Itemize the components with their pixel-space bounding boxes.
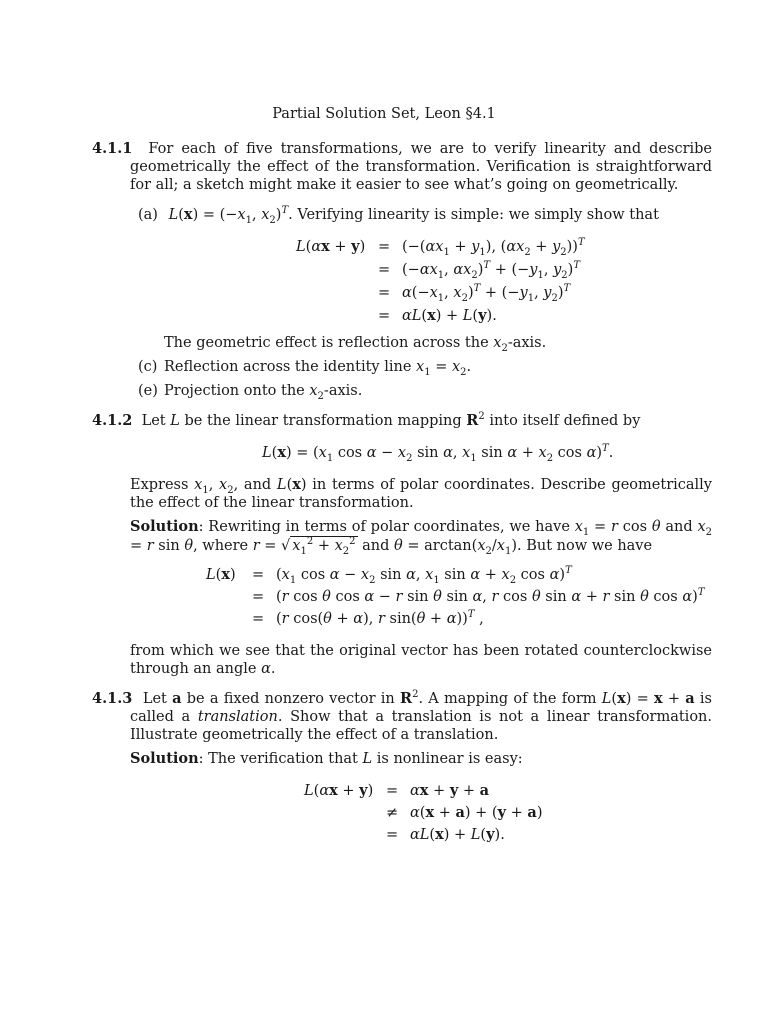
definition-equation: $L(x) = (x_1$ $\cos \alpha - x_2$ sin α, $x_1$ $\sin \alpha + x_2$ cos α)$^T$.: [262, 443, 614, 464]
geometric-effect-a: The geometric effect is reflection across the $x_2$-axis.: [164, 335, 547, 354]
solution-label: Solution: [130, 750, 199, 767]
problem-number: 4.1.3: [92, 690, 133, 707]
problem-number: 4.1.1: [92, 140, 133, 157]
problem-4-1-3-intro: 4.1.3 Let a be a fixed nonzero vector in $R^2$. A mapping of the form L(x) = x + a is called a translation. Show that a translation is not a linear transformation. Illustrate geometrically the effect of a translation.: [92, 689, 712, 743]
part-label: (c): [138, 359, 158, 375]
problem-4-1-2-task: Express $x_1$, $x_2$, and L(x) in terms of polar coordinates. Describe geometrically the effect of the linear transformation.: [130, 476, 712, 511]
solution-4-1-3: Solution: The verification that L is nonlinear is easy:: [130, 750, 523, 767]
part-a: (a) $L(x) = (-x_1$, $x_2)^T$. Verifying linearity is simple: we simply show that: [138, 205, 659, 226]
conclusion-4-1-2: from which we see that the original vector has been rotated counterclockwise through an angle α.: [130, 643, 712, 677]
solution-4-1-2: Solution: Rewriting in terms of polar coordinates, we have $x_1 = r$ cos θ and $x_2 = r$ sin θ, where r = √ $x_1^2 + x_2^2$ and $\theta = \arctan(x_2/x_1)$. But now we have: [130, 518, 712, 557]
page-title: Partial Solution Set, Leon §4.1: [272, 106, 496, 122]
problem-4-1-1-intro: 4.1.1 For each of five transformations, we are to verify linearity and describe geometrically the effect of the transformation. Verification is straightforward for all; a sketch might make it easier to see what’s going on geometrically.: [92, 140, 712, 193]
problem-number: 4.1.2: [92, 412, 133, 429]
solution-label: Solution: [130, 518, 199, 535]
part-e: (e) Projection onto the $x_2$-axis.: [138, 383, 363, 402]
part-c: (c) Reflection across the identity line $x_1 = x_2$.: [138, 359, 472, 378]
part-label: (a): [138, 207, 158, 223]
part-label: (e): [138, 383, 158, 399]
problem-4-1-2-intro: 4.1.2 Let L be the linear transformation mapping $R^2$ into itself defined by: [92, 411, 641, 429]
